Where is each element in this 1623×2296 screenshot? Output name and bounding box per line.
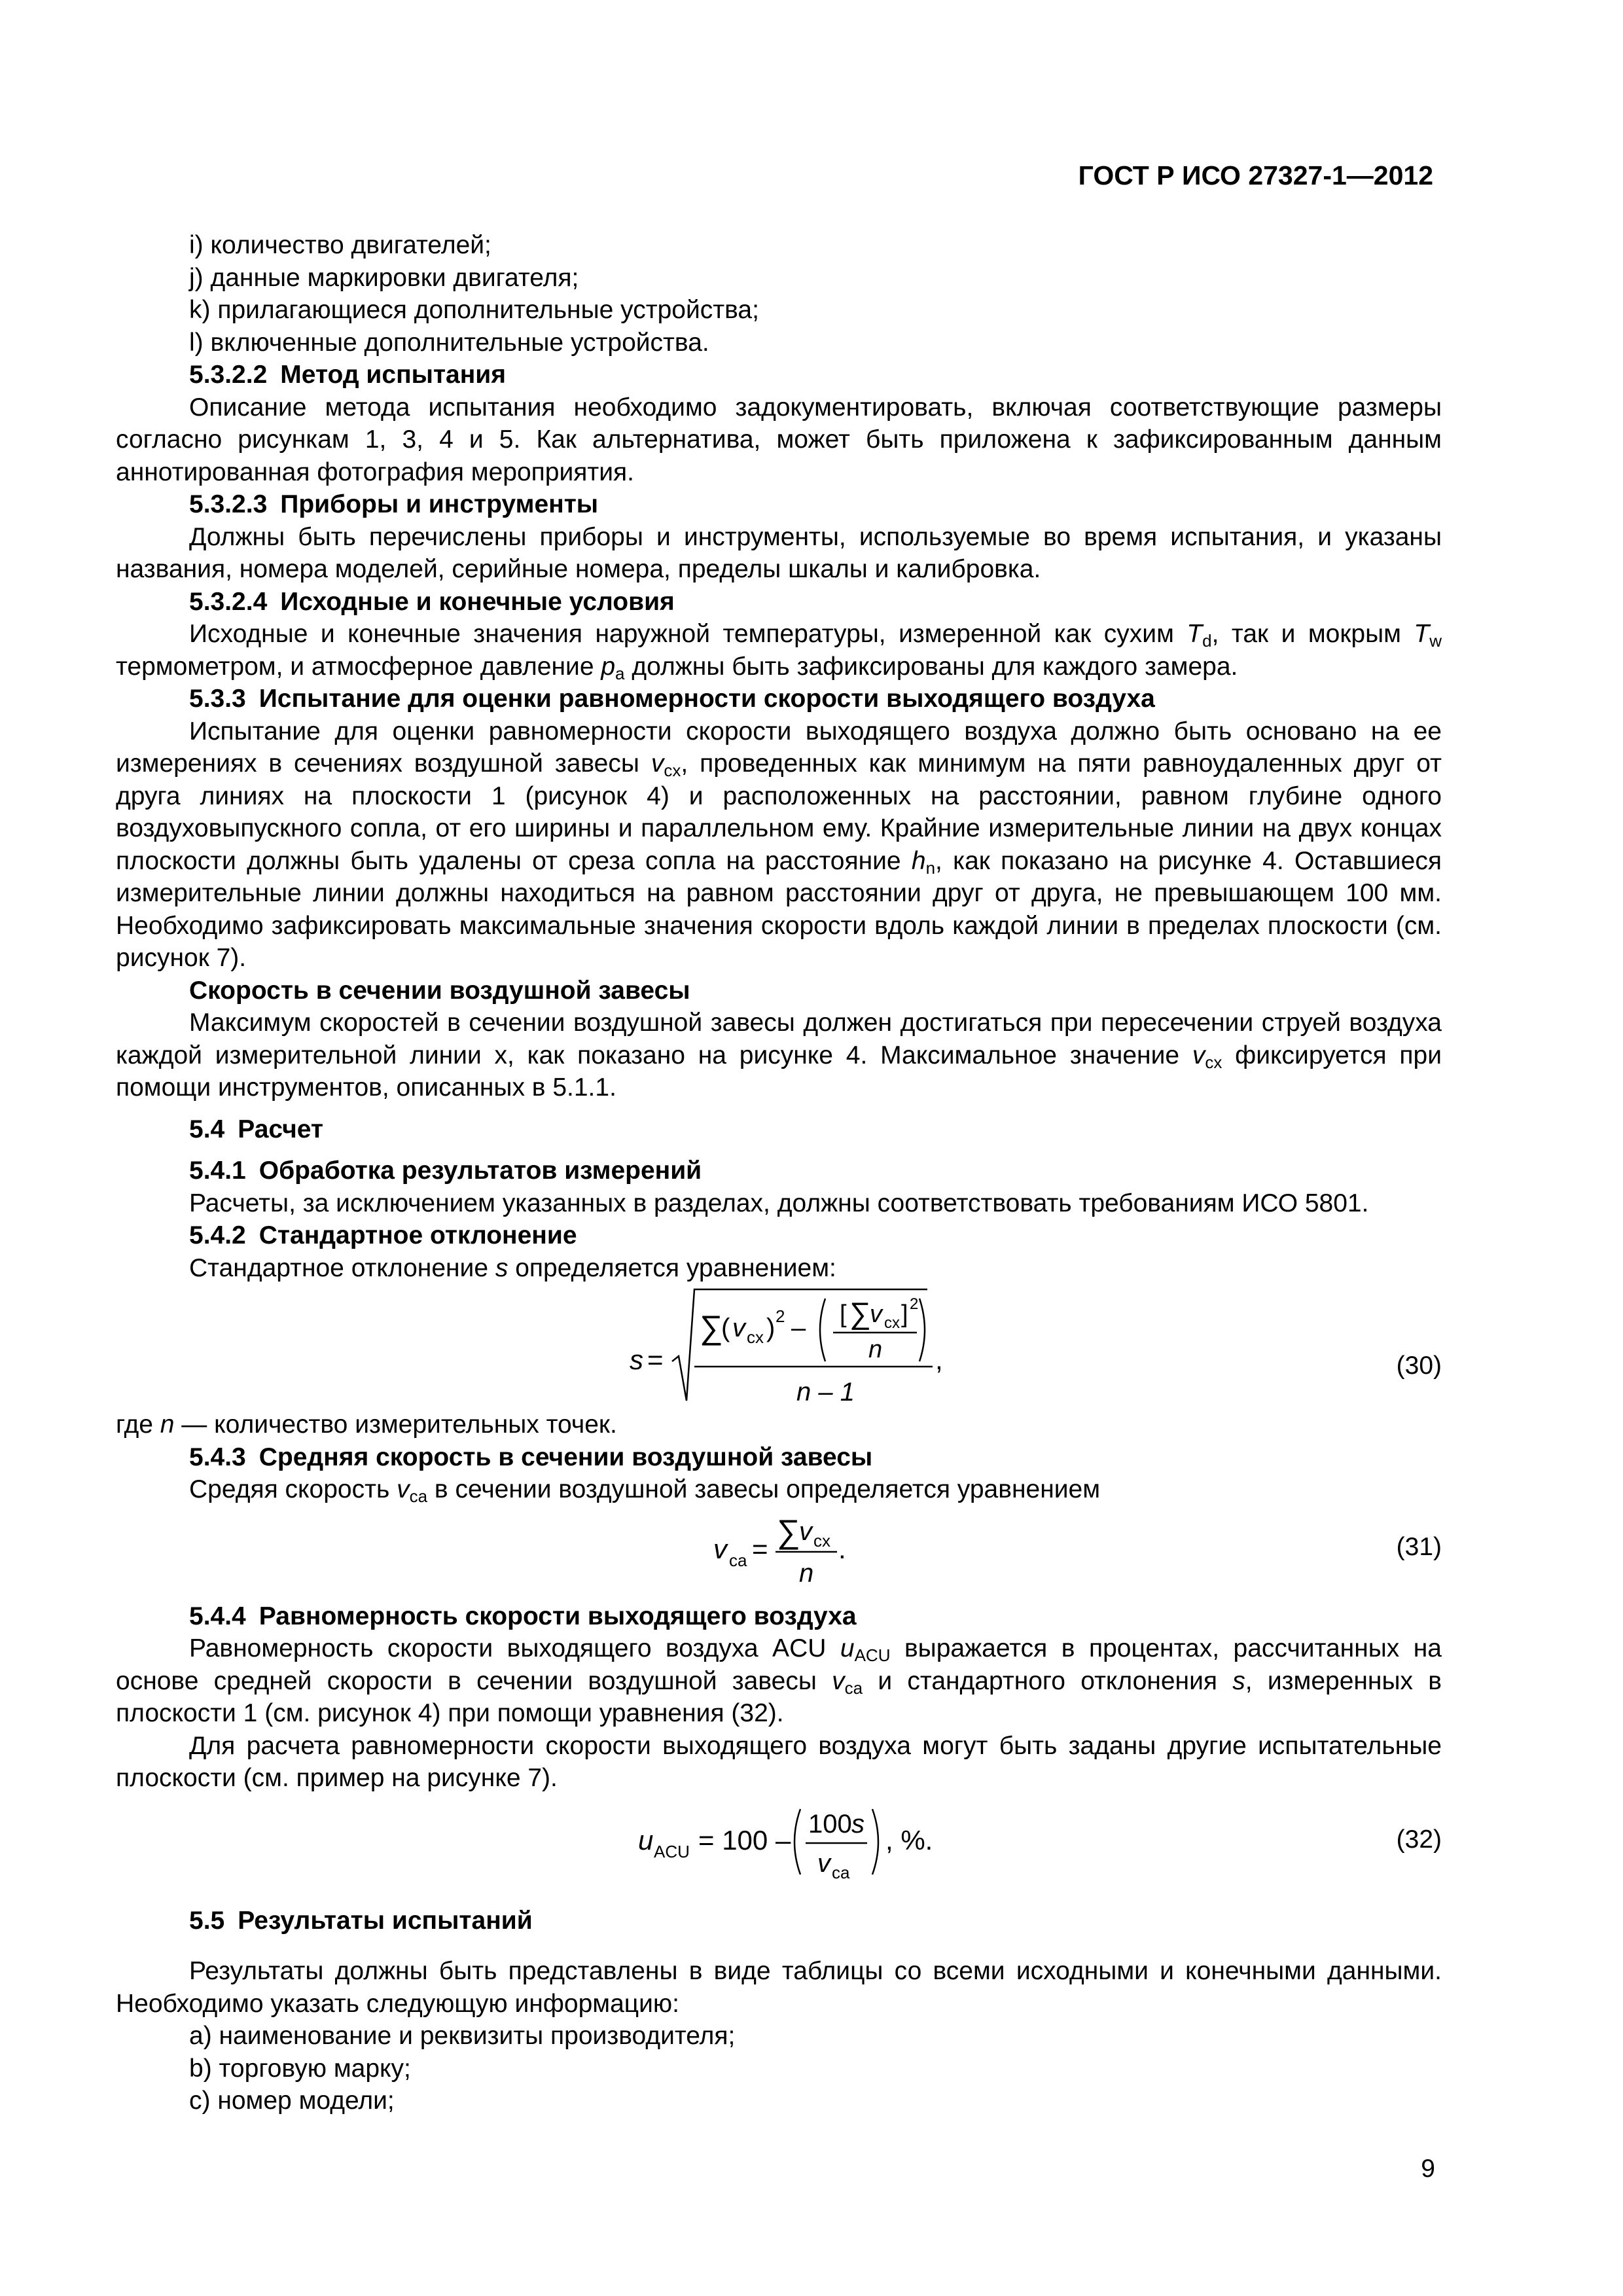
paragraph <box>116 1252 1442 1285</box>
text-run: должны быть зафиксированы для каждого замера. <box>624 652 1238 681</box>
text-run: фиксируется при помощи инструментов, описанных в 5.1.1. <box>116 1041 1442 1102</box>
equation-30-graphic <box>116 1284 1442 1408</box>
big-paren-right <box>872 1809 878 1874</box>
page-number: 9 <box>1421 2155 1435 2183</box>
text-run: — количество измерительных точек. <box>174 1410 617 1439</box>
section-title: Результаты испытаний <box>238 1906 533 1935</box>
text-run: Максимум скоростей в сечении воздушной завесы должен достигаться при пересечении струей воздуха каждой измерительной линии x, как показано на рисунке 4. Максимальное значение <box>116 1009 1442 1069</box>
symbol-u: u <box>840 1634 855 1662</box>
eq-sub-cx: cx <box>884 1314 900 1332</box>
paragraph <box>116 1007 1442 1104</box>
symbol-T: T <box>1186 620 1203 648</box>
section-heading-5-4 <box>116 1113 1442 1146</box>
text-run: , как показано на рисунке 4. Оставшиеся измерительные линии должны находиться на равном расстоянии друг от друга, не превышающем 100 мм. Необходимо зафиксировать максимальные значения скорости вдоль каждой линии в пределах плоскости (см. рисунок 7). <box>116 846 1442 972</box>
eq-minus: – <box>791 1314 806 1342</box>
list-item: i) количество двигателей; <box>189 231 491 259</box>
big-paren-left <box>820 1299 825 1361</box>
section-number: 5.3.3 <box>189 685 246 713</box>
text-run: и стандартного отклонения <box>863 1666 1233 1695</box>
subscript-d: d <box>1202 631 1212 651</box>
section-title: Средняя скорость в сечении воздушной завесы <box>259 1443 873 1471</box>
equation-32-graphic <box>116 1795 1442 1886</box>
sum-sign: ∑ <box>849 1296 871 1330</box>
symbol-n: n <box>160 1410 175 1439</box>
text-run: Испытание для оценки равномерности скорости выходящего воздуха должно быть основано на ее измерениях в сечениях воздушной завесы <box>116 717 1442 778</box>
eq-sub-ca: ca <box>832 1862 850 1882</box>
sum-sign: ∑ <box>777 1513 800 1550</box>
section-heading-5-4-4 <box>116 1600 1442 1633</box>
eq-lhs: = 100 – <box>698 1824 791 1856</box>
list-item: l) включенные дополнительные устройства. <box>189 328 709 357</box>
paragraph <box>116 1632 1442 1730</box>
text-run: Средяя скорость <box>189 1475 397 1503</box>
eq-period: . <box>838 1533 846 1564</box>
paragraph <box>116 1473 1442 1506</box>
section-number: 5.4.2 <box>189 1221 246 1249</box>
section-heading-5-4-2 <box>116 1219 1442 1252</box>
equation-31-graphic <box>116 1506 1442 1591</box>
equation-number: (31) <box>1396 1532 1442 1561</box>
eq-superscript: 2 <box>776 1306 785 1326</box>
big-paren-right <box>919 1299 925 1361</box>
paragraph: Описание метода испытания необходимо задокументировать, включая соответствующие размеры согласно рисункам 1, 3, 4 и 5. Как альтернатива, может быть приложена к зафиксированным данным аннотированная фотография мероприятия. <box>116 393 1442 486</box>
subheading-speed: Скорость в сечении воздушной завесы <box>189 976 690 1005</box>
eq-numerator: 100 <box>808 1809 852 1839</box>
paragraph <box>116 715 1442 975</box>
list-item: j) данные маркировки двигателя; <box>189 263 579 292</box>
text-run: определяется уравнением: <box>508 1253 836 1282</box>
eq-symbol-n: n <box>799 1558 814 1588</box>
section-heading-5-5 <box>116 1905 1442 1937</box>
paragraph <box>116 618 1442 683</box>
subscript-cx: cx <box>1205 1052 1222 1072</box>
sum-sign: ∑ <box>700 1309 723 1346</box>
symbol-v: v <box>832 1666 845 1695</box>
text-run: выражается в процентах, рассчитанных на основе средней скорости в сечении воздушной завесы <box>116 1634 1442 1695</box>
section-title: Приборы и инструменты <box>280 490 599 518</box>
eq-symbol-v: v <box>817 1848 830 1878</box>
symbol-p: p <box>601 652 616 681</box>
section-title: Равномерность скорости выходящего воздуха <box>259 1602 857 1630</box>
symbol-h: h <box>911 846 926 875</box>
text-run: , так и мокрым <box>1211 620 1414 648</box>
text-run: , измеренных в плоскости 1 (см. рисунок 4) при помощи уравнения (32). <box>116 1666 1442 1727</box>
subscript-w: w <box>1429 631 1442 651</box>
section-number: 5.5 <box>189 1906 225 1935</box>
subscript-ca: ca <box>409 1486 428 1506</box>
equation-number: (30) <box>1396 1352 1442 1380</box>
section-heading-5-3-3 <box>116 683 1442 715</box>
eq-symbol-s: s <box>630 1344 643 1375</box>
section-number: 5.3.2.3 <box>189 490 268 518</box>
equation-30 <box>116 1284 1442 1408</box>
symbol-T: T <box>1414 620 1430 648</box>
section-number: 5.4.1 <box>189 1157 246 1185</box>
section-title: Расчет <box>238 1115 324 1143</box>
text-run: где <box>116 1410 160 1439</box>
eq-symbol-v: v <box>713 1533 727 1564</box>
symbol-s: s <box>1232 1666 1245 1695</box>
section-title: Исходные и конечные условия <box>280 587 675 616</box>
symbol-v: v <box>651 749 664 778</box>
section-number: 5.3.2.2 <box>189 361 268 389</box>
eq-symbol-v: v <box>870 1300 882 1328</box>
text-run: , проведенных как минимум на пяти равноудаленных друг от друга линиях на плоскости 1 (рисунок 4) и расположенных на расстоянии, равном глубине одного воздуховыпускного сопла, от его ширины и параллельном ему. Крайние измерительные линии на двух концах плоскости должны быть удалены от среза сопла на расстояние <box>116 749 1442 875</box>
subscript-ca: ca <box>844 1677 863 1698</box>
subscript-ACU: ACU <box>854 1645 891 1665</box>
list-item: k) прилагающиеся дополнительные устройства; <box>189 296 759 324</box>
section-number: 5.4.4 <box>189 1602 246 1630</box>
eq-equals: = <box>752 1533 768 1564</box>
eq-symbol-n: n <box>868 1336 883 1363</box>
equation-31 <box>116 1506 1442 1591</box>
eq-sub-cx: cx <box>813 1530 830 1551</box>
list-item: b) торговую марку; <box>189 2054 411 2083</box>
symbol-v: v <box>397 1475 410 1503</box>
subscript-cx: cx <box>664 761 681 780</box>
text-run: в сечении воздушной завесы определяется уравнением <box>427 1475 1101 1503</box>
bracket-close: ] <box>901 1300 908 1328</box>
eq-symbol-v: v <box>799 1516 812 1546</box>
eq-comma: , <box>935 1344 943 1375</box>
eq-sub-cx: cx <box>747 1327 764 1347</box>
section-heading-5-3-2-2 <box>116 359 1442 391</box>
eq-superscript: 2 <box>910 1295 919 1313</box>
text-run: термометром, и атмосферное давление <box>116 652 601 681</box>
symbol-s: s <box>495 1253 508 1282</box>
page-content <box>116 229 1442 2117</box>
list-item: c) номер модели; <box>189 2087 395 2115</box>
eq-equals: = <box>647 1344 664 1375</box>
section-title: Метод испытания <box>280 361 507 389</box>
section-number: 5.4.3 <box>189 1443 246 1471</box>
eq-denominator: n – 1 <box>796 1378 855 1407</box>
standard-header: ГОСТ Р ИСО 27327-1—2012 <box>1078 160 1433 190</box>
section-heading-5-3-2-4 <box>116 586 1442 619</box>
equation-number: (32) <box>1396 1825 1442 1854</box>
section-heading-5-4-3 <box>116 1441 1442 1474</box>
subscript-a: a <box>615 663 625 683</box>
paren-close: ) <box>766 1314 776 1342</box>
section-title: Стандартное отклонение <box>259 1221 577 1249</box>
section-title: Испытание для оценки равномерности скорости выходящего воздуха <box>259 685 1155 713</box>
section-heading-5-4-1 <box>116 1155 1442 1187</box>
eq-symbol-v: v <box>732 1314 745 1342</box>
paragraph: Результаты должны быть представлены в виде таблицы со всеми исходными и конечными данными. Необходимо указать следующую информацию: <box>116 1957 1442 2018</box>
section-number: 5.3.2.4 <box>189 587 268 616</box>
text-run: Равномерность скорости выходящего воздуха ACU <box>189 1634 840 1662</box>
eq-symbol-s: s <box>851 1809 865 1839</box>
eq-sub-ca: ca <box>729 1550 747 1570</box>
eq-tail: , %. <box>885 1824 933 1856</box>
symbol-v: v <box>1192 1041 1205 1069</box>
equation-32 <box>116 1795 1442 1886</box>
text-run: Стандартное отклонение <box>189 1253 495 1282</box>
text-run: Исходные и конечные значения наружной температуры, измеренной как сухим <box>189 620 1187 648</box>
paren-open: ( <box>721 1314 730 1342</box>
bracket-open: [ <box>840 1300 847 1328</box>
paragraph: Должны быть перечислены приборы и инструменты, используемые во время испытания, и указаны названия, номера моделей, серийные номера, пределы шкалы и калибровка. <box>116 522 1442 583</box>
list-item: a) наименование и реквизиты производителя; <box>189 2022 736 2050</box>
section-heading-5-3-2-3 <box>116 488 1442 521</box>
subscript-n: n <box>925 857 936 878</box>
big-paren-left <box>794 1809 800 1874</box>
paragraph: Расчеты, за исключением указанных в разделах, должны соответствовать требованиям ИСО 5801. <box>189 1189 1369 1217</box>
section-number: 5.4 <box>189 1115 225 1143</box>
section-title: Обработка результатов измерений <box>259 1157 702 1185</box>
eq-symbol-u: u <box>638 1824 654 1856</box>
eq-sub-ACU: ACU <box>654 1841 690 1861</box>
paragraph: Для расчета равномерности скорости выходящего воздуха могут быть заданы другие испытательные плоскости (см. пример на рисунке 7). <box>116 1731 1442 1792</box>
paragraph-where <box>116 1408 1442 1441</box>
